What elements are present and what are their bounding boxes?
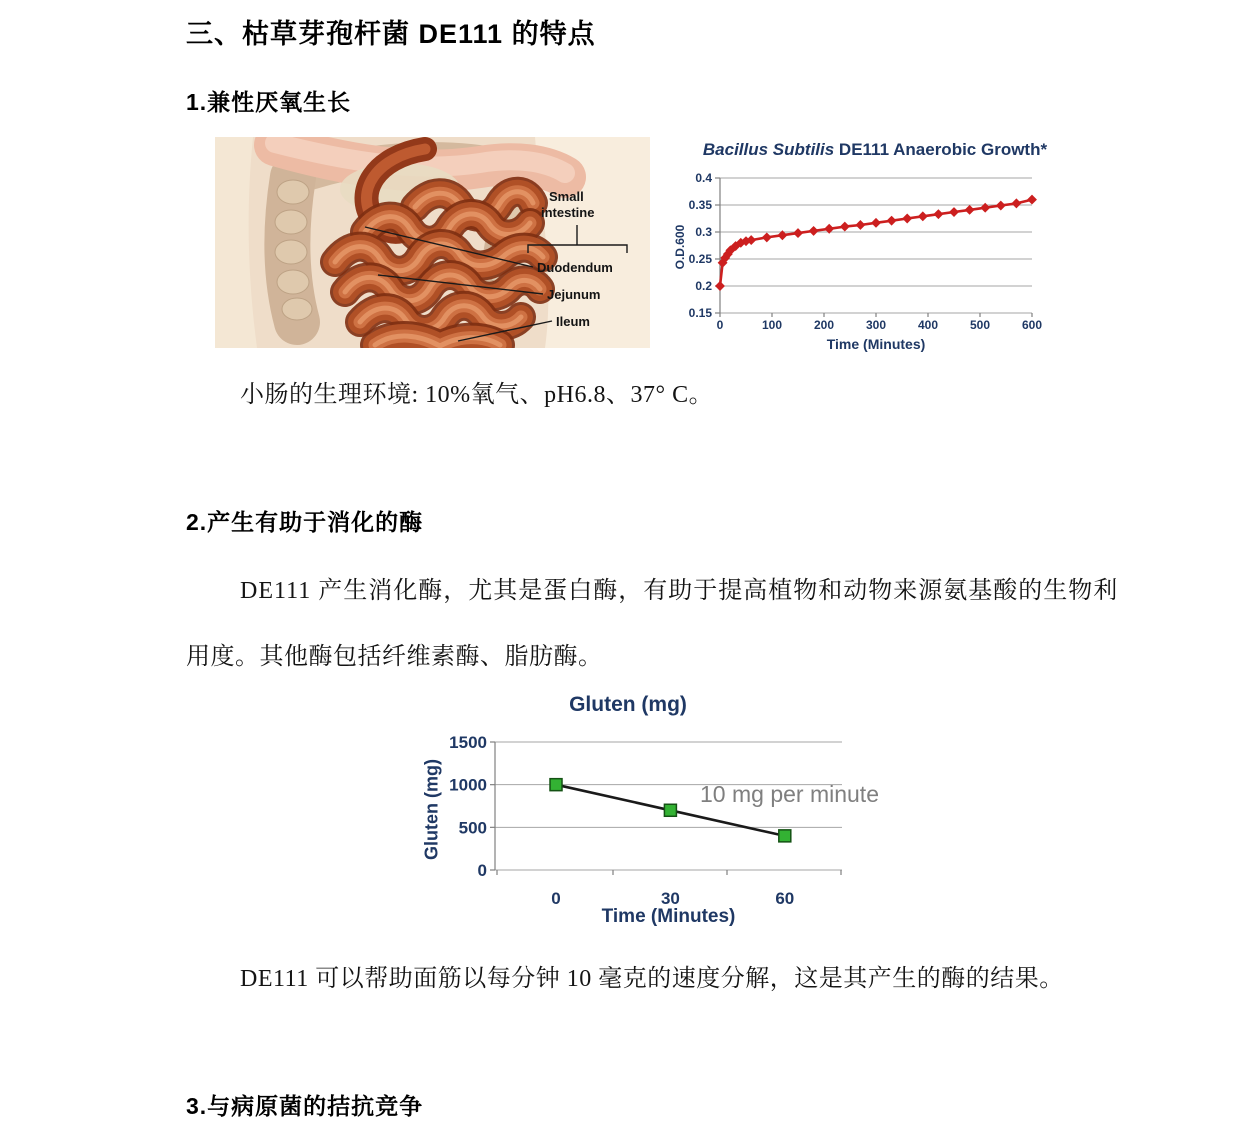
small-intestine-label-line1: Small bbox=[549, 189, 584, 204]
section2-paragraph-line2: 用度。其他酶包括纤维素酶、脂肪酶。 bbox=[186, 644, 603, 670]
svg-text:0: 0 bbox=[551, 889, 561, 908]
svg-text:400: 400 bbox=[917, 318, 939, 332]
svg-text:300: 300 bbox=[865, 318, 887, 332]
growth-chart-title-italic: Bacillus Subtilis bbox=[702, 140, 835, 159]
small-intestine-figure bbox=[215, 137, 650, 348]
svg-text:0.2: 0.2 bbox=[695, 279, 712, 293]
svg-text:0.35: 0.35 bbox=[688, 198, 712, 212]
ileum-label: Ileum bbox=[556, 314, 590, 329]
growth-chart-plot bbox=[663, 164, 1087, 336]
intestine-illustration bbox=[215, 137, 650, 348]
gluten-rate-annotation: 10 mg per minute bbox=[700, 781, 879, 807]
section2-heading: 2.产生有助于消化的酶 bbox=[186, 509, 424, 535]
jejunum-label: Jejunum bbox=[547, 287, 601, 302]
section2-caption: DE111 可以帮助面筋以每分钟 10 毫克的速度分解，这是其产生的酶的结果。 bbox=[240, 966, 1064, 992]
svg-text:60: 60 bbox=[775, 889, 795, 908]
growth-chart bbox=[663, 140, 1087, 362]
svg-text:0.15: 0.15 bbox=[688, 306, 712, 320]
svg-text:30: 30 bbox=[660, 889, 680, 908]
growth-chart-ylabel: O.D.600 bbox=[673, 224, 687, 270]
svg-text:500: 500 bbox=[969, 318, 991, 332]
svg-text:1000: 1000 bbox=[449, 775, 487, 795]
gluten-chart-ylabel: Gluten (mg) bbox=[421, 759, 442, 860]
gluten-chart-title: Gluten (mg) bbox=[569, 693, 687, 716]
growth-chart-title-rest: DE111 Anaerobic Growth* bbox=[834, 140, 1048, 159]
section1-caption: 小肠的生理环境: 10%氧气、pH6.8、37° C。 bbox=[240, 382, 714, 408]
svg-text:0.3: 0.3 bbox=[695, 225, 712, 239]
svg-text:100: 100 bbox=[761, 318, 783, 332]
svg-text:200: 200 bbox=[813, 318, 835, 332]
page-title: 三、枯草芽孢杆菌 DE111 的特点 bbox=[186, 19, 596, 49]
svg-text:0.4: 0.4 bbox=[695, 171, 712, 185]
svg-text:0: 0 bbox=[716, 318, 724, 332]
section1-heading: 1.兼性厌氧生长 bbox=[186, 89, 352, 115]
gluten-chart-plot bbox=[408, 721, 913, 913]
small-intestine-label-line2: intestine bbox=[541, 205, 595, 220]
svg-text:500: 500 bbox=[458, 818, 487, 838]
section3-heading: 3.与病原菌的拮抗竞争 bbox=[186, 1093, 424, 1119]
svg-text:1500: 1500 bbox=[449, 733, 487, 752]
gluten-chart bbox=[408, 693, 913, 943]
growth-chart-title bbox=[663, 140, 1087, 160]
svg-text:600: 600 bbox=[1021, 318, 1043, 332]
section2-paragraph-line1: DE111 产生消化酶，尤其是蛋白酶，有助于提高植物和动物来源氨基酸的生物利 bbox=[240, 578, 1119, 604]
svg-text:0: 0 bbox=[477, 861, 487, 880]
growth-chart-xlabel: Time (Minutes) bbox=[826, 336, 926, 352]
duodendum-label: Duodendum bbox=[537, 260, 613, 275]
gluten-chart-xlabel: Time (Minutes) bbox=[601, 906, 736, 927]
svg-text:0.25: 0.25 bbox=[688, 252, 712, 266]
